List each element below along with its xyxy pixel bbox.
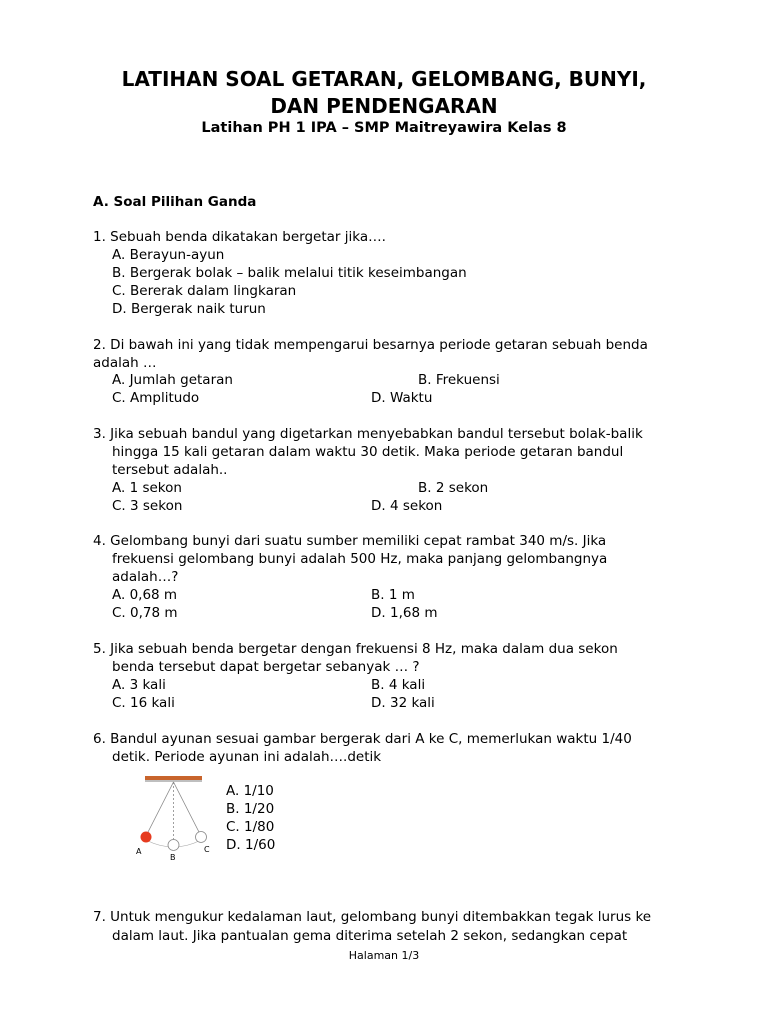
subtitle: Latihan PH 1 IPA – SMP Maitreyawira Kelas 8 — [201, 120, 567, 136]
q6-option-c: C. 1/80 — [226, 819, 275, 835]
q5-option-d: D. 32 kali — [371, 695, 435, 711]
q2-line-2: adalah … — [93, 355, 157, 371]
pendulum-string-a — [146, 782, 174, 836]
q5-option-c: C. 16 kali — [112, 695, 175, 711]
q2-option-c: C. Amplitudo — [112, 390, 200, 406]
pendulum-label-c: C — [204, 845, 210, 854]
pendulum-diagram — [130, 770, 220, 865]
q7-line-1: 7. Untuk mengukur kedalaman laut, gelombang bunyi ditembakkan tegak lurus ke — [93, 909, 652, 925]
pendulum-bob-b — [168, 840, 179, 851]
q1-option-d: D. Bergerak naik turun — [112, 301, 266, 317]
pendulum-label-a: A — [136, 847, 142, 856]
pendulum-label-b: B — [170, 853, 176, 862]
q4-line-3: adalah…? — [112, 569, 179, 585]
q1-option-b: B. Bergerak bolak – balik melalui titik keseimbangan — [112, 265, 467, 281]
pendulum-string-c — [174, 782, 202, 836]
q5-option-b: B. 4 kali — [371, 677, 426, 693]
q4-option-b: B. 1 m — [371, 587, 415, 603]
title-line-2: DAN PENDENGARAN — [270, 94, 498, 118]
q5-option-a: A. 3 kali — [112, 677, 166, 693]
q2-option-a: A. Jumlah getaran — [112, 372, 233, 388]
q6-option-d: D. 1/60 — [226, 837, 276, 853]
q4-option-d: D. 1,68 m — [371, 605, 438, 621]
pendulum-bob-a — [141, 832, 152, 843]
q2-option-d: D. Waktu — [371, 390, 433, 406]
q3-line-1: 3. Jika sebuah bandul yang digetarkan menyebabkan bandul tersebut bolak-balik — [93, 426, 643, 442]
q3-option-a: A. 1 sekon — [112, 480, 182, 496]
q5-line-2: benda tersebut dapat bergetar sebanyak … ? — [112, 659, 420, 675]
pendulum-bob-c — [196, 832, 207, 843]
q1-option-c: C. Bererak dalam lingkaran — [112, 283, 297, 299]
q3-option-c: C. 3 sekon — [112, 498, 183, 514]
q1-option-a: A. Berayun-ayun — [112, 247, 225, 263]
q4-option-a: A. 0,68 m — [112, 587, 178, 603]
q3-line-2: hingga 15 kali getaran dalam waktu 30 detik. Maka periode getaran bandul — [112, 444, 624, 460]
q5-line-1: 5. Jika sebuah benda bergetar dengan frekuensi 8 Hz, maka dalam dua sekon — [93, 641, 618, 657]
q6-line-2: detik. Periode ayunan ini adalah….detik — [112, 749, 382, 765]
q7-line-2: dalam laut. Jika pantualan gema diterima setelah 2 sekon, sedangkan cepat — [112, 928, 628, 944]
q4-line-1: 4. Gelombang bunyi dari suatu sumber memiliki cepat rambat 340 m/s. Jika — [93, 533, 607, 549]
q4-line-2: frekuensi gelombang bunyi adalah 500 Hz, maka panjang gelombangnya — [112, 551, 608, 567]
pendulum-support-bar — [145, 776, 202, 780]
q3-line-3: tersebut adalah.. — [112, 462, 228, 478]
q4-option-c: C. 0,78 m — [112, 605, 178, 621]
q6-option-a: A. 1/10 — [226, 783, 274, 799]
title-line-1: LATIHAN SOAL GETARAN, GELOMBANG, BUNYI, — [121, 67, 647, 91]
page-footer: Halaman 1/3 — [348, 949, 420, 962]
q3-option-b: B. 2 sekon — [418, 480, 489, 496]
q2-option-b: B. Frekuensi — [418, 372, 500, 388]
q3-option-d: D. 4 sekon — [371, 498, 443, 514]
section-heading: A. Soal Pilihan Ganda — [93, 194, 257, 210]
q1-line-1: 1. Sebuah benda dikatakan bergetar jika…. — [93, 229, 386, 245]
q6-line-1: 6. Bandul ayunan sesuai gambar bergerak dari A ke C, memerlukan waktu 1/40 — [93, 731, 632, 747]
q6-option-b: B. 1/20 — [226, 801, 275, 817]
q2-line-1: 2. Di bawah ini yang tidak mempengarui besarnya periode getaran sebuah benda — [93, 337, 648, 353]
